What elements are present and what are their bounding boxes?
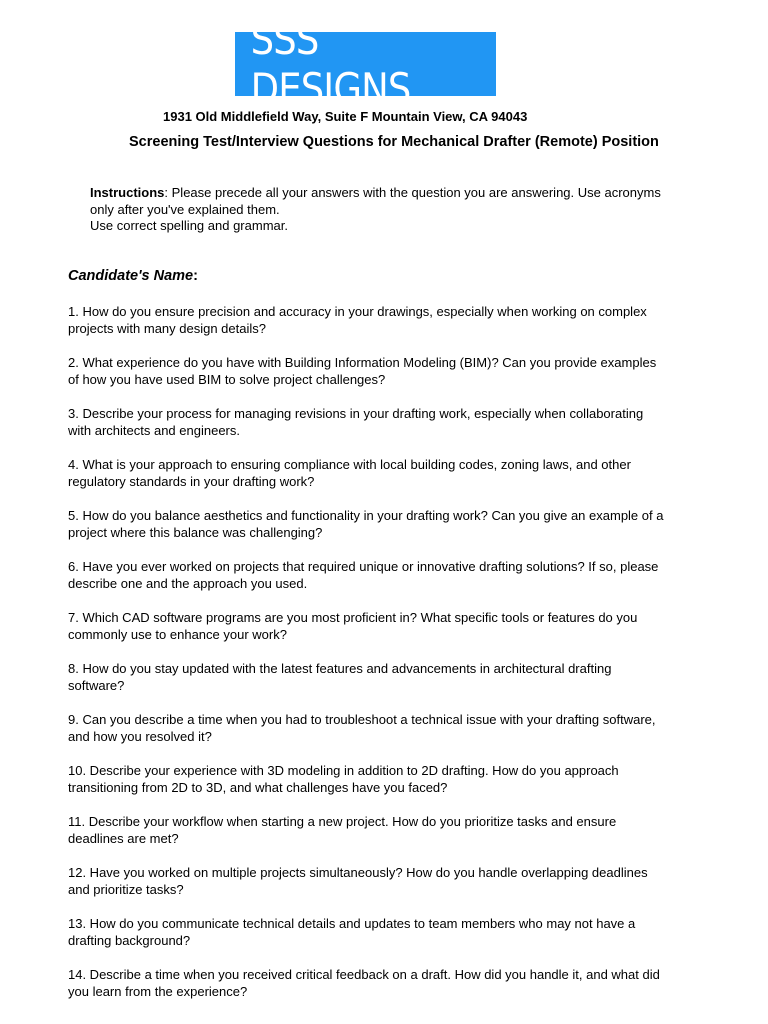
question-text-line-2: drafting background? xyxy=(68,932,191,948)
question-text-line-2: describe one and the approach you used. xyxy=(68,575,308,591)
question-text-line-2: and prioritize tasks? xyxy=(68,881,184,897)
instructions-line-3: Use correct spelling and grammar. xyxy=(90,218,288,233)
question-text-line-1: 12. Have you worked on multiple projects simultaneously? How do you handle overlapping deadlines xyxy=(68,865,648,880)
candidate-name-field xyxy=(68,268,198,284)
question-text-line-1: 10. Describe your experience with 3D modeling in addition to 2D drafting. How do you approach xyxy=(68,763,619,778)
question-item xyxy=(68,559,728,592)
question-item xyxy=(68,610,728,643)
question-text-line-1: 3. Describe your process for managing revisions in your drafting work, especially when collaborating xyxy=(68,406,644,421)
instructions-line-2: only after you've explained them. xyxy=(90,201,280,217)
question-item xyxy=(68,457,728,490)
question-text-line-2: commonly use to enhance your work? xyxy=(68,626,287,642)
question-item xyxy=(68,661,728,694)
question-text-line-1: 6. Have you ever worked on projects that required unique or innovative drafting solutions? If so, please xyxy=(68,559,659,574)
question-text-line-1: 13. How do you communicate technical details and updates to team members who may not have a xyxy=(68,916,636,931)
question-text-line-2: deadlines are met? xyxy=(68,830,179,846)
instructions-line-1 xyxy=(90,185,720,202)
question-text-line-2: you learn from the experience? xyxy=(68,983,248,999)
question-text-line-1: 4. What is your approach to ensuring compliance with local building codes, zoning laws, and other xyxy=(68,457,631,472)
question-item xyxy=(68,763,728,796)
company-logo: SSS DESIGNS xyxy=(250,15,411,113)
question-text-line-1: 5. How do you balance aesthetics and functionality in your drafting work? Can you give an example of a xyxy=(68,508,664,523)
question-item xyxy=(68,967,728,1000)
question-text-line-2: and how you resolved it? xyxy=(68,728,212,744)
candidate-name-label: Candidate's Name xyxy=(68,268,194,284)
question-text-line-1: 14. Describe a time when you received critical feedback on a draft. How did you handle it, and what did xyxy=(68,967,660,982)
question-text-line-2: regulatory standards in your drafting work? xyxy=(68,473,315,489)
instructions-label: Instructions xyxy=(90,185,165,200)
question-text-line-1: 1. How do you ensure precision and accuracy in your drawings, especially when working on complex xyxy=(68,304,647,319)
question-item xyxy=(68,508,728,541)
question-text-line-2: with architects and engineers. xyxy=(68,422,240,438)
question-text-line-2: software? xyxy=(68,677,125,693)
company-address: 1931 Old Middlefield Way, Suite F Mountain View, CA 94043 xyxy=(163,109,528,124)
candidate-name-colon: : xyxy=(193,268,198,284)
question-text-line-1: 7. Which CAD software programs are you most proficient in? What specific tools or features do you xyxy=(68,610,638,625)
question-list xyxy=(68,304,728,1018)
question-item xyxy=(68,406,728,439)
question-text-line-1: 2. What experience do you have with Building Information Modeling (BIM)? Can you provide examples xyxy=(68,355,657,370)
question-item xyxy=(68,355,728,388)
instructions-block xyxy=(90,185,720,235)
question-text-line-1: 8. How do you stay updated with the latest features and advancements in architectural drafting xyxy=(68,661,612,676)
question-item xyxy=(68,712,728,745)
question-text-line-2: projects with many design details? xyxy=(68,320,266,336)
question-item xyxy=(68,865,728,898)
question-text-line-2: of how you have used BIM to solve project challenges? xyxy=(68,371,386,387)
document-title: Screening Test/Interview Questions for Mechanical Drafter (Remote) Position xyxy=(129,134,659,150)
instructions-text-1: : Please precede all your answers with the question you are answering. Use acronyms xyxy=(164,185,661,200)
question-item xyxy=(68,304,728,337)
question-text-line-1: 9. Can you describe a time when you had to troubleshoot a technical issue with your drafting software, xyxy=(68,712,656,727)
question-text-line-1: 11. Describe your workflow when starting a new project. How do you prioritize tasks and ensure xyxy=(68,814,617,829)
question-text-line-2: transitioning from 2D to 3D, and what challenges have you faced? xyxy=(68,779,448,795)
question-item xyxy=(68,916,728,949)
question-item xyxy=(68,814,728,847)
question-text-line-2: project where this balance was challenging? xyxy=(68,524,323,540)
